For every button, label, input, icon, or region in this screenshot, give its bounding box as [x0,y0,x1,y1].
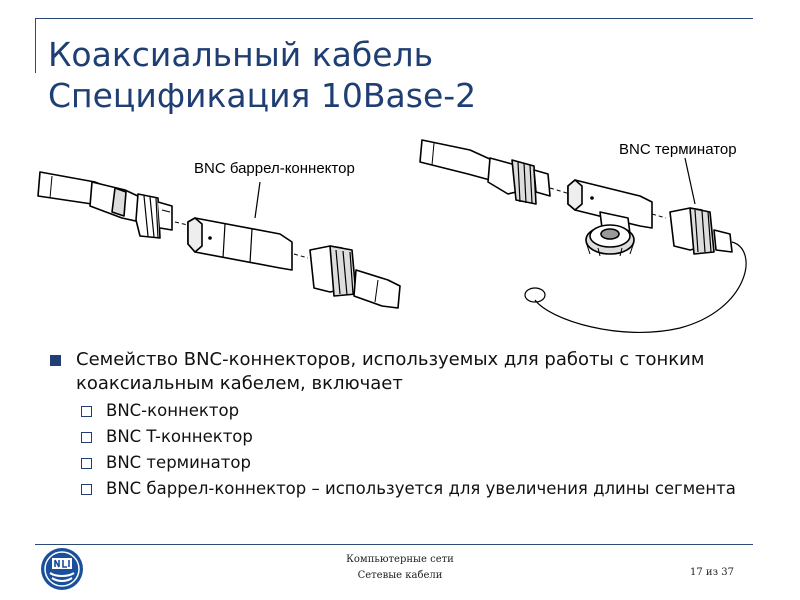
barrel-connector-icon [188,218,292,270]
bnc-connectors-illustration [30,130,770,345]
sub-bullet [48,400,760,422]
barrel-connector-label: BNC баррел-коннектор [194,160,355,177]
title-line-1: Коаксиальный кабель [48,35,434,74]
page-number: 17 из 37 [690,567,734,578]
bnc-plug-icon [310,246,400,308]
sub-bullet-text: BNC-коннектор [106,401,240,420]
right-bnc-connector-icon [488,158,550,204]
sub-bullet [48,426,760,448]
bnc-t-connector-icon [568,180,652,256]
right-cable-icon [420,140,492,180]
main-bullet [48,348,760,396]
bullet-list [48,348,760,500]
terminator-label: BNC терминатор [619,141,737,158]
slide-title [48,34,476,116]
university-logo-icon [40,547,84,591]
hollow-square-bullet-icon [81,432,92,443]
footer-topic: Сетевые кабели [357,570,443,581]
sub-bullet [48,478,760,500]
title-left-rule [35,18,36,73]
sub-bullet [48,452,760,474]
main-bullet-text: Семейство BNC-коннекторов, используемых для работы с тонким коаксиальным кабелем, включает [76,349,705,394]
sub-bullet-text: BNC T-коннектор [106,427,253,446]
left-bnc-connector-icon [90,182,172,238]
title-line-2: Спецификация 10Base-2 [48,76,477,115]
sub-bullet-text: BNC баррел-коннектор – используется для увеличения длины сегмента [106,479,736,498]
hollow-square-bullet-icon [81,458,92,469]
footer-rule [35,544,753,545]
bnc-terminator-icon [525,208,746,332]
footer-course: Компьютерные сети [346,554,454,565]
title-top-rule [35,18,753,19]
square-bullet-icon [50,355,61,366]
sub-bullet-text: BNC терминатор [106,453,251,472]
sub-bullet-list [48,400,760,500]
hollow-square-bullet-icon [81,406,92,417]
footer-center [300,552,500,584]
hollow-square-bullet-icon [81,484,92,495]
